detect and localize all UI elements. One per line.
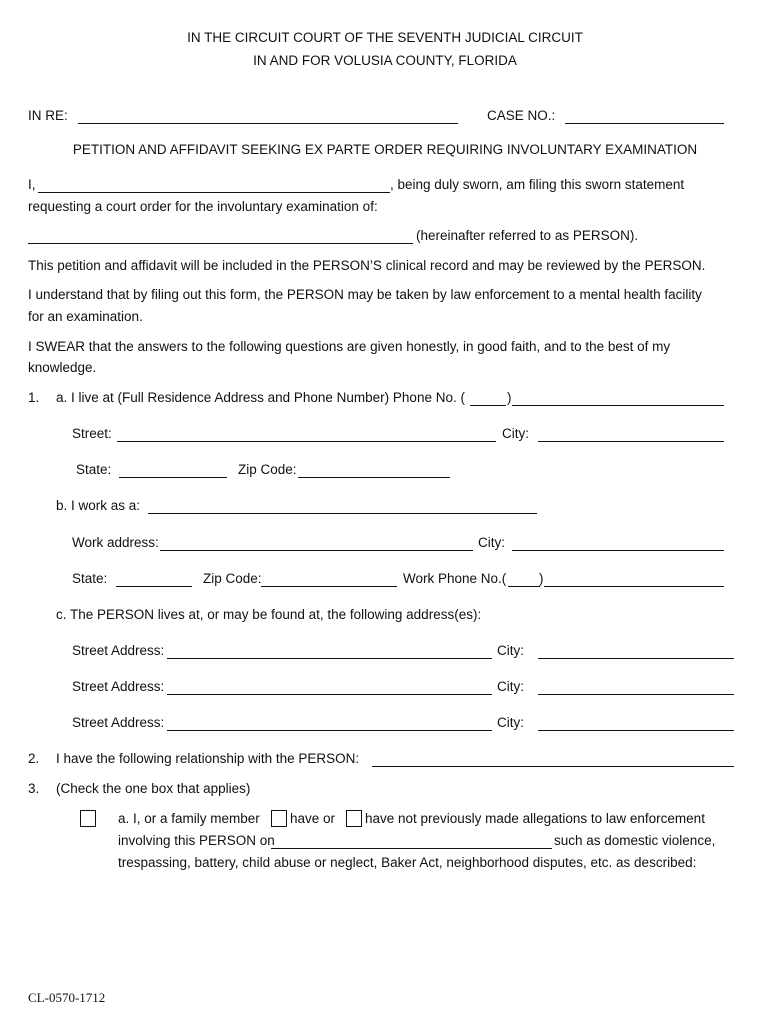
phone-area-code-field[interactable] (470, 405, 506, 406)
case-no-field[interactable] (565, 123, 724, 124)
street-city-field-2[interactable] (538, 694, 734, 695)
street-address-label-3: Street Address: (72, 715, 165, 730)
work-city-label: City: (478, 535, 505, 550)
street-city-label-3: City: (497, 715, 524, 730)
street-address-field-2[interactable] (167, 694, 492, 695)
person-name-field[interactable] (28, 243, 413, 244)
street-city-label-1: City: (497, 643, 524, 658)
have-not-text: have not previously made allegations to law enforcement (365, 811, 705, 826)
court-header-line2: IN AND FOR VOLUSIA COUNTY, FLORIDA (253, 53, 517, 68)
street-address-label-1: Street Address: (72, 643, 165, 658)
understand-text-line1: I understand that by filing out this form, the PERSON may be taken by law enforcement to a mental health facility (28, 287, 702, 302)
q2-text: I have the following relationship with the PERSON: (56, 751, 360, 766)
have-not-checkbox[interactable] (346, 810, 362, 827)
work-phone-label: Work Phone No.( (403, 571, 507, 586)
work-state-field[interactable] (116, 586, 192, 587)
street-label: Street: (72, 426, 112, 441)
in-re-field[interactable] (78, 123, 458, 124)
q1a-paren-close: ) (507, 390, 512, 405)
q2-number: 2. (28, 751, 40, 766)
street-address-field-1[interactable] (167, 658, 492, 659)
court-header-line1: IN THE CIRCUIT COURT OF THE SEVENTH JUDICIAL CIRCUIT (187, 30, 583, 45)
state-field[interactable] (119, 477, 227, 478)
street-city-field-1[interactable] (538, 658, 734, 659)
street-address-field-3[interactable] (167, 730, 492, 731)
sworn-text: , being duly sworn, am filing this sworn statement (390, 177, 685, 192)
q3a-prefix: a. I, or a family member (118, 811, 260, 826)
work-address-label: Work address: (72, 535, 159, 550)
street-city-label-2: City: (497, 679, 524, 694)
work-address-field[interactable] (160, 550, 473, 551)
case-no-label: CASE NO.: (487, 108, 556, 123)
q3-number: 3. (28, 781, 40, 796)
work-state-label: State: (72, 571, 108, 586)
work-city-field[interactable] (512, 550, 724, 551)
relationship-field[interactable] (372, 766, 734, 767)
q1c-text: c. The PERSON lives at, or may be found at, the following address(es): (56, 607, 482, 622)
have-text: have or (290, 811, 336, 826)
street-address-label-2: Street Address: (72, 679, 165, 694)
phone-number-field[interactable] (512, 405, 724, 406)
zip-field[interactable] (298, 477, 450, 478)
i-label: I, (28, 177, 36, 192)
trespassing-text: trespassing, battery, child abuse or neglect, Baker Act, neighborhood disputes, etc. as described: (118, 855, 697, 870)
city-label: City: (502, 426, 529, 441)
clinical-record-text: This petition and affidavit will be included in the PERSON’S clinical record and may be reviewed by the PERSON. (28, 258, 706, 273)
hereinafter-text: (hereinafter referred to as PERSON). (416, 228, 639, 243)
state-label: State: (76, 462, 112, 477)
occupation-field[interactable] (148, 513, 537, 514)
zip-label: Zip Code: (238, 462, 297, 477)
understand-text-line2: for an examination. (28, 309, 143, 324)
involving-text: involving this PERSON on (118, 833, 275, 848)
work-phone-area-code-field[interactable] (508, 586, 540, 587)
q1b-text: b. I work as a: (56, 498, 141, 513)
street-field[interactable] (117, 441, 496, 442)
q3-text: (Check the one box that applies) (56, 781, 251, 796)
have-checkbox[interactable] (271, 810, 287, 827)
requesting-text: requesting a court order for the involuntary examination of: (28, 199, 378, 214)
work-phone-field[interactable] (544, 586, 724, 587)
swear-text-line2: knowledge. (28, 360, 97, 375)
such-as-text: such as domestic violence, (554, 833, 716, 848)
form-code: CL-0570-1712 (28, 990, 106, 1005)
allegation-date-field[interactable] (271, 848, 552, 849)
work-zip-field[interactable] (261, 586, 397, 587)
q1a-text: a. I live at (Full Residence Address and Phone Number) Phone No. ( (56, 390, 465, 405)
q3a-checkbox[interactable] (80, 810, 96, 827)
city-field[interactable] (538, 441, 724, 442)
in-re-label: IN RE: (28, 108, 68, 123)
work-zip-label: Zip Code: (203, 571, 262, 586)
street-city-field-3[interactable] (538, 730, 734, 731)
swear-text-line1: I SWEAR that the answers to the following questions are given honestly, in good faith, and to the best of my (28, 339, 671, 354)
form-title: PETITION AND AFFIDAVIT SEEKING EX PARTE ORDER REQUIRING INVOLUNTARY EXAMINATION (72, 142, 698, 157)
work-phone-paren-close: ) (539, 571, 544, 586)
petitioner-name-field[interactable] (38, 192, 390, 193)
q1-number: 1. (28, 390, 40, 405)
